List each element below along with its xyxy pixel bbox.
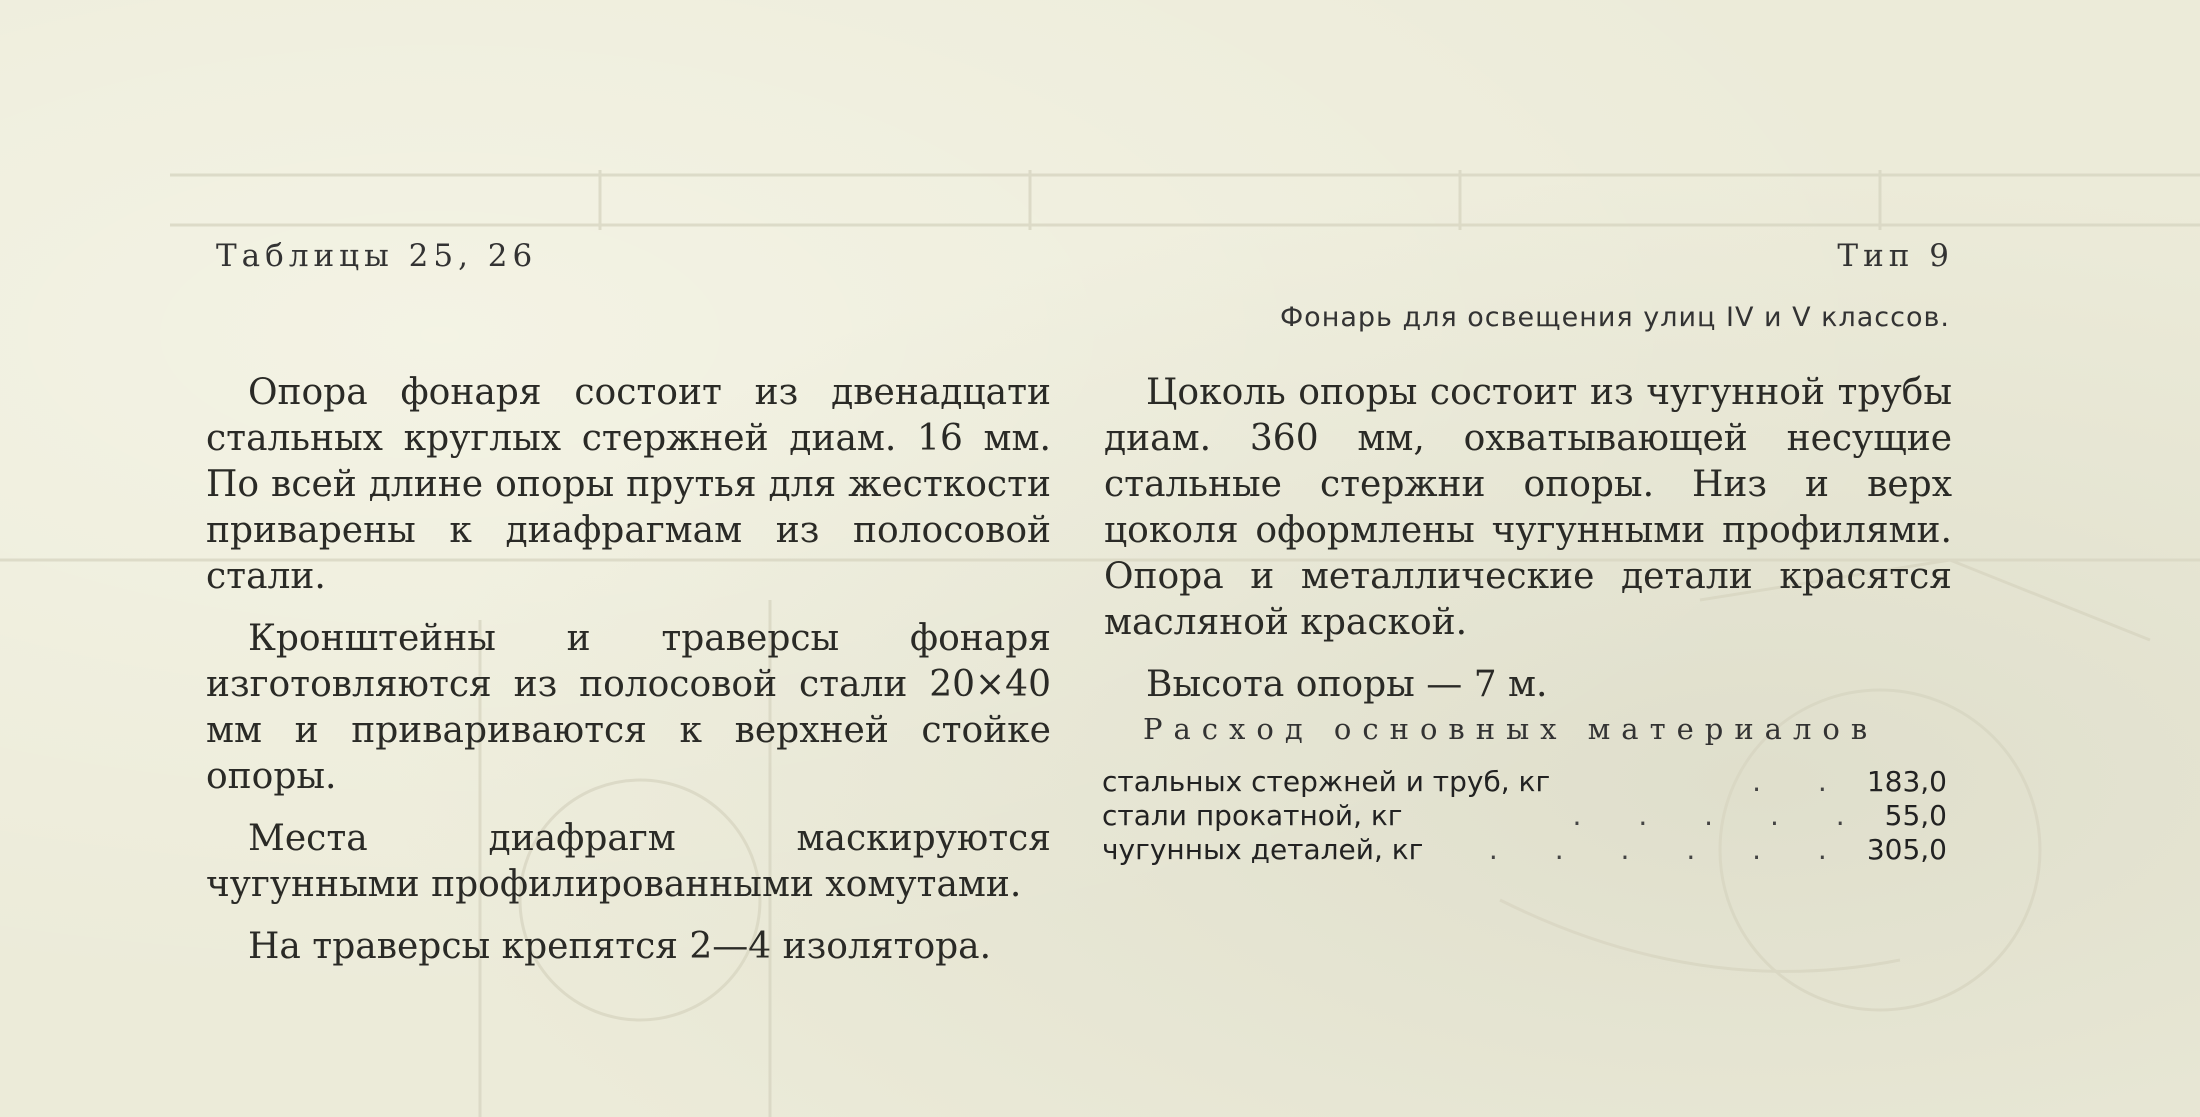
paragraph: На траверсы крепятся 2—4 изолятора.: [248, 926, 992, 967]
paragraph: Цоколь опоры состоит из чугунной трубы диам. 360 мм, охватывающей несущие стальные стержни опоры. Низ и верх цоколя оформлены чугунными профилями. Опора и металлические детали красятся масляной краской.: [1104, 372, 1952, 643]
paragraph: Высота опоры — 7 м.: [1146, 664, 1548, 705]
paragraph: Места диафрагм маскируются чугунными профилированными хомутами.: [206, 818, 1051, 905]
materials-table: [1102, 765, 1947, 867]
leader-dots: . .: [1752, 765, 1851, 798]
material-value: 305,0: [1866, 833, 1947, 866]
materials-row: [1102, 799, 1947, 833]
material-label: чугунных деталей, кг: [1102, 833, 1424, 866]
material-value: 55,0: [1884, 799, 1947, 832]
section-subtitle: Фонарь для освещения улиц IV и V классов.: [1279, 302, 1950, 333]
materials-title: Расход основных материалов: [1143, 712, 1879, 746]
material-label: стали прокатной, кг: [1102, 799, 1403, 832]
left-text-column: [206, 370, 1051, 986]
materials-row: [1102, 765, 1947, 799]
materials-row: [1102, 833, 1947, 867]
paragraph: Опора фонаря состоит из двенадцати стальных круглых стержней диам. 16 мм. По всей длине опоры прутья для жесткости приварены к диафрагмам из полосовой стали.: [206, 372, 1051, 597]
paragraph: Кронштейны и траверсы фонаря изготовляются из полосовой стали 20×40 мм и привариваются к верхней стойке опоры.: [206, 618, 1051, 797]
material-label: стальных стержней и труб, кг: [1102, 765, 1551, 798]
right-text-column: [1104, 370, 1952, 724]
material-value: 183,0: [1866, 765, 1947, 798]
leader-dots: . . . . . .: [1488, 833, 1851, 866]
leader-dots: . . . . .: [1572, 799, 1869, 832]
type-label: Тип 9: [1837, 238, 1954, 274]
table-reference: Таблицы 25, 26: [216, 238, 538, 274]
